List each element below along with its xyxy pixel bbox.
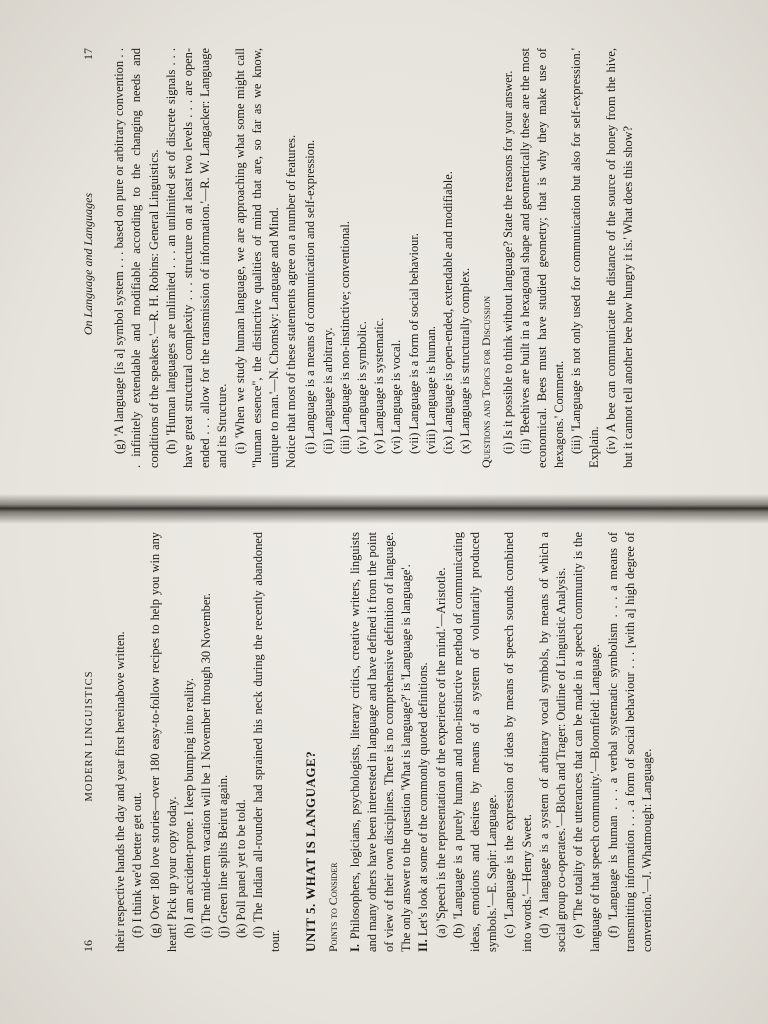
paragraph-text: Philosophers, logicians, psychologists, literary critics, creative writers, linguists and many others have been interested in language and have defined it from the point of view of their own disciplines. There is no comprehensive definition of language. The only answer to the question 'What is language?' is 'Language is language'. [347, 532, 414, 952]
definition: (c) 'Language is the expression of ideas by means of speech sounds combined into words.'—Henry Sweet. [502, 532, 534, 952]
questions-list [500, 48, 638, 468]
text-line: their respective hands the day and year first hereinabove written. [113, 631, 128, 952]
definition: (g) 'A language [is a] symbol system . . . based on pure or arbitrary convention . . . infinitely extendable and modifiable according to the changing needs and conditions of the speakers.'—R. H. Robins: General Linguistics. [112, 48, 161, 468]
unit-heading: UNIT 5. WHAT IS LANGUAGE? [303, 750, 319, 952]
running-header-right [80, 48, 97, 468]
page-number: 16 [81, 940, 95, 952]
list-item: (iv) Language is symbolic. [355, 321, 370, 454]
notice-paragraph: Notice that most of these statements agree on a number of features. [284, 134, 299, 468]
definition: (f) 'Language is human . . . a verbal systematic symbolism . . . a means of transmitting information . . . a form of social behaviour . . . [with a] high degree of convention.'—J. Whatmough: Language. [605, 532, 655, 952]
page-17 [80, 48, 710, 468]
running-header-left [80, 532, 98, 952]
paragraph-label: II. [416, 939, 431, 952]
definition: (h) 'Human languages are unlimited . . . an unlimited set of discrete signals . . . have great structural complexity . . . structure on at least two levels . . . are open-ended . . . allow for the transmission of information.'—R. W. Langacker: Language and its Structure. [163, 48, 230, 468]
list-item: (viii) Language is human. [423, 325, 438, 454]
text-line: (h) I am accident-prone. I keep bumping into reality. [182, 678, 197, 938]
list-item: (x) Language is structurally complex. [458, 267, 473, 454]
list-item: (v) Language is systematic. [372, 317, 387, 454]
page-number: 17 [81, 48, 95, 60]
definition: (i) 'When we study human language, we are approaching what some might call "human essence", the distinctive qualities of mind that are, so far as we know, unique to man.'—N. Chomsky: Language and Mind. [232, 48, 282, 468]
section-heading: Questions and Topics for Discussion [479, 295, 494, 468]
text-line: (j) Green line splits Beirut again. [216, 774, 231, 938]
page-16 [80, 532, 710, 952]
paragraph-label: I. [347, 944, 362, 952]
paragraph [415, 532, 432, 952]
definition: (a) 'Speech is the representation of the experience of the mind.'—Aristotle. [433, 567, 448, 938]
text-line: (k) Poll panel yet to be told. [233, 799, 248, 938]
definition: (e) 'The totality of the utterances that can be made in a speech community is the language of that speech community.'—Bloomfield: Language. [571, 532, 603, 952]
question: (i) Is it possible to think without language? State the reasons for your answer. [500, 70, 515, 454]
text-line: (l) The Indian all-rounder had sprained his neck during the recently abandoned tour. [250, 532, 283, 952]
list-item: (iii) Language is non-instinctive; conventional. [337, 221, 352, 454]
list-item: (vi) Language is vocal. [389, 339, 404, 454]
text-line: (g) Over 180 love stories—over 180 easy-to-follow recipes to help you win any heart! Pick up your copy today. [147, 532, 179, 952]
text-line: (f) I think we'd better get out. [130, 792, 145, 938]
list-item: (ix) Language is open-ended, extendable and modifiable. [441, 171, 456, 454]
definitions-list [433, 532, 657, 952]
list-item: (i) Language is a means of communication and self-expression. [303, 139, 318, 454]
features-list [302, 48, 474, 468]
running-head-title: On Language and Languages [81, 192, 95, 336]
exercise-lines [112, 532, 284, 952]
definition: (b) 'Language is a purely human and non-instinctive method of communicating ideas, emotions and desires by means of a system of voluntarily produced symbols.'—E. Sapir: Language. [450, 532, 500, 952]
list-item: (vii) Language is a form of social behaviour. [406, 233, 421, 454]
question: (iv) A bee can communicate the distance of the source of honey from the hive, but it cannot tell another bee how hungry it is.' What does this show? [603, 48, 636, 468]
running-head-title: MODERN LINGUISTICS [84, 670, 95, 802]
text-line: (i) The mid-term vacation will be 1 November through 30 November. [199, 593, 214, 938]
question: (iii) 'Language is not only used for communication but also for self-expression.' Explain. [569, 48, 601, 468]
list-item: (ii) Language is arbitrary. [320, 327, 335, 454]
section-heading: Points to Consider [326, 862, 341, 952]
book-gutter [0, 494, 768, 524]
question: (ii) 'Beehives are built in a hexagonal shape and geometrically these are the most economical. Bees must have studied geometry; that is why they make use of hexagons.' Comment. [517, 48, 567, 468]
definitions-list [111, 48, 283, 468]
paragraph [347, 532, 416, 952]
paragraph-text: Let's look at some of the commonly quoted definitions. [416, 662, 431, 937]
definition: (d) 'A language is a system of arbitrary vocal symbols, by means of which a social group co-operates.'—Bloch and Trager: Outline of Linguistic Analysis. [536, 532, 569, 952]
